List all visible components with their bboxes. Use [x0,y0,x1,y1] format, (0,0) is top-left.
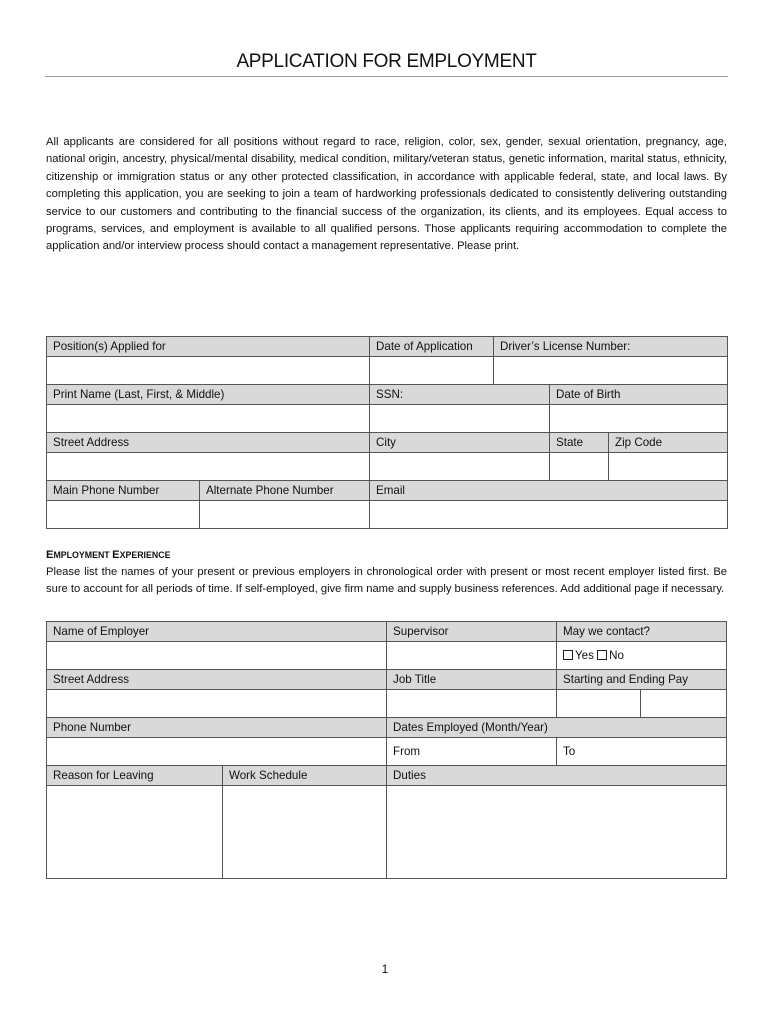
position-field[interactable] [47,357,370,385]
alt-phone-field[interactable] [200,501,370,529]
main-phone-label: Main Phone Number [47,481,200,501]
drivers-license-field[interactable] [494,357,728,385]
from-field[interactable]: From [387,738,557,766]
date-of-birth-label: Date of Birth [550,385,728,405]
name-of-employer-label: Name of Employer [47,622,387,642]
employment-experience-heading: EMPLOYMENT EXPERIENCE [46,549,171,561]
contact-no-option[interactable]: No [597,649,624,662]
ssn-field[interactable] [370,405,550,433]
alt-phone-label: Alternate Phone Number [200,481,370,501]
city-field[interactable] [370,453,550,481]
reason-for-leaving-field[interactable] [47,786,223,879]
work-schedule-label: Work Schedule [223,766,387,786]
employment-table [46,621,727,879]
state-label: State [550,433,609,453]
state-field[interactable] [550,453,609,481]
street-address-field[interactable] [47,453,370,481]
supervisor-field[interactable] [387,642,557,670]
contact-yes-option[interactable]: Yes [563,649,594,662]
may-we-contact-label: May we contact? [557,622,727,642]
supervisor-label: Supervisor [387,622,557,642]
duties-field[interactable] [387,786,727,879]
street-address-label: Street Address [47,433,370,453]
title-divider [45,76,728,77]
checkbox-icon[interactable] [597,650,607,660]
employer-street-address-field[interactable] [47,690,387,718]
checkbox-icon[interactable] [563,650,573,660]
work-schedule-field[interactable] [223,786,387,879]
pay-label: Starting and Ending Pay [557,670,727,690]
intro-paragraph: All applicants are considered for all positions without regard to race, religion, color, sex, gender, sexual orientation, pregnancy, age, national origin, ancestry, physical/mental disability, medical condition, military/veteran status, genetic information, marital status, ethnicity, citizenship or immigration status or any other protected classification, in accordance with applicable federal, state, and local laws. By completing this application, you are seeking to join a team of hardworking professionals dedicated to consistently delivering outstanding service to our customers and contributing to the financial success of the organization, its clients, and its employees. Equal access to programs, services, and employment is available to all qualified persons. Those applicants requiring accommodation to complete the application and/or interview process should contact a management representative. Please print. [46,136,727,253]
ending-pay-field[interactable] [641,690,727,718]
email-field[interactable] [370,501,728,529]
zip-code-label: Zip Code [609,433,728,453]
drivers-license-label: Driver’s License Number: [494,337,728,357]
applicant-info-table [46,336,728,529]
page-title: APPLICATION FOR EMPLOYMENT [236,51,537,72]
employment-instructions: Please list the names of your present or previous employers in chronological order with present or most recent employer listed first. Be sure to account for all periods of time. If self-employed, give firm name and supply business references. Add additional page if necessary. [46,566,727,596]
date-of-application-field[interactable] [370,357,494,385]
employer-phone-field[interactable] [47,738,387,766]
page-number: 1 [381,962,389,976]
contact-options [557,642,727,670]
to-field[interactable]: To [557,738,727,766]
print-name-label: Print Name (Last, First, & Middle) [47,385,370,405]
print-name-field[interactable] [47,405,370,433]
employer-street-address-label: Street Address [47,670,387,690]
zip-code-field[interactable] [609,453,728,481]
duties-label: Duties [387,766,727,786]
main-phone-field[interactable] [47,501,200,529]
ssn-label: SSN: [370,385,550,405]
position-label: Position(s) Applied for [47,337,370,357]
email-label: Email [370,481,728,501]
city-label: City [370,433,550,453]
date-of-application-label: Date of Application [370,337,494,357]
starting-pay-field[interactable] [557,690,641,718]
date-of-birth-field[interactable] [550,405,728,433]
employer-phone-label: Phone Number [47,718,387,738]
name-of-employer-field[interactable] [47,642,387,670]
job-title-field[interactable] [387,690,557,718]
job-title-label: Job Title [387,670,557,690]
reason-for-leaving-label: Reason for Leaving [47,766,223,786]
dates-employed-label: Dates Employed (Month/Year) [387,718,727,738]
